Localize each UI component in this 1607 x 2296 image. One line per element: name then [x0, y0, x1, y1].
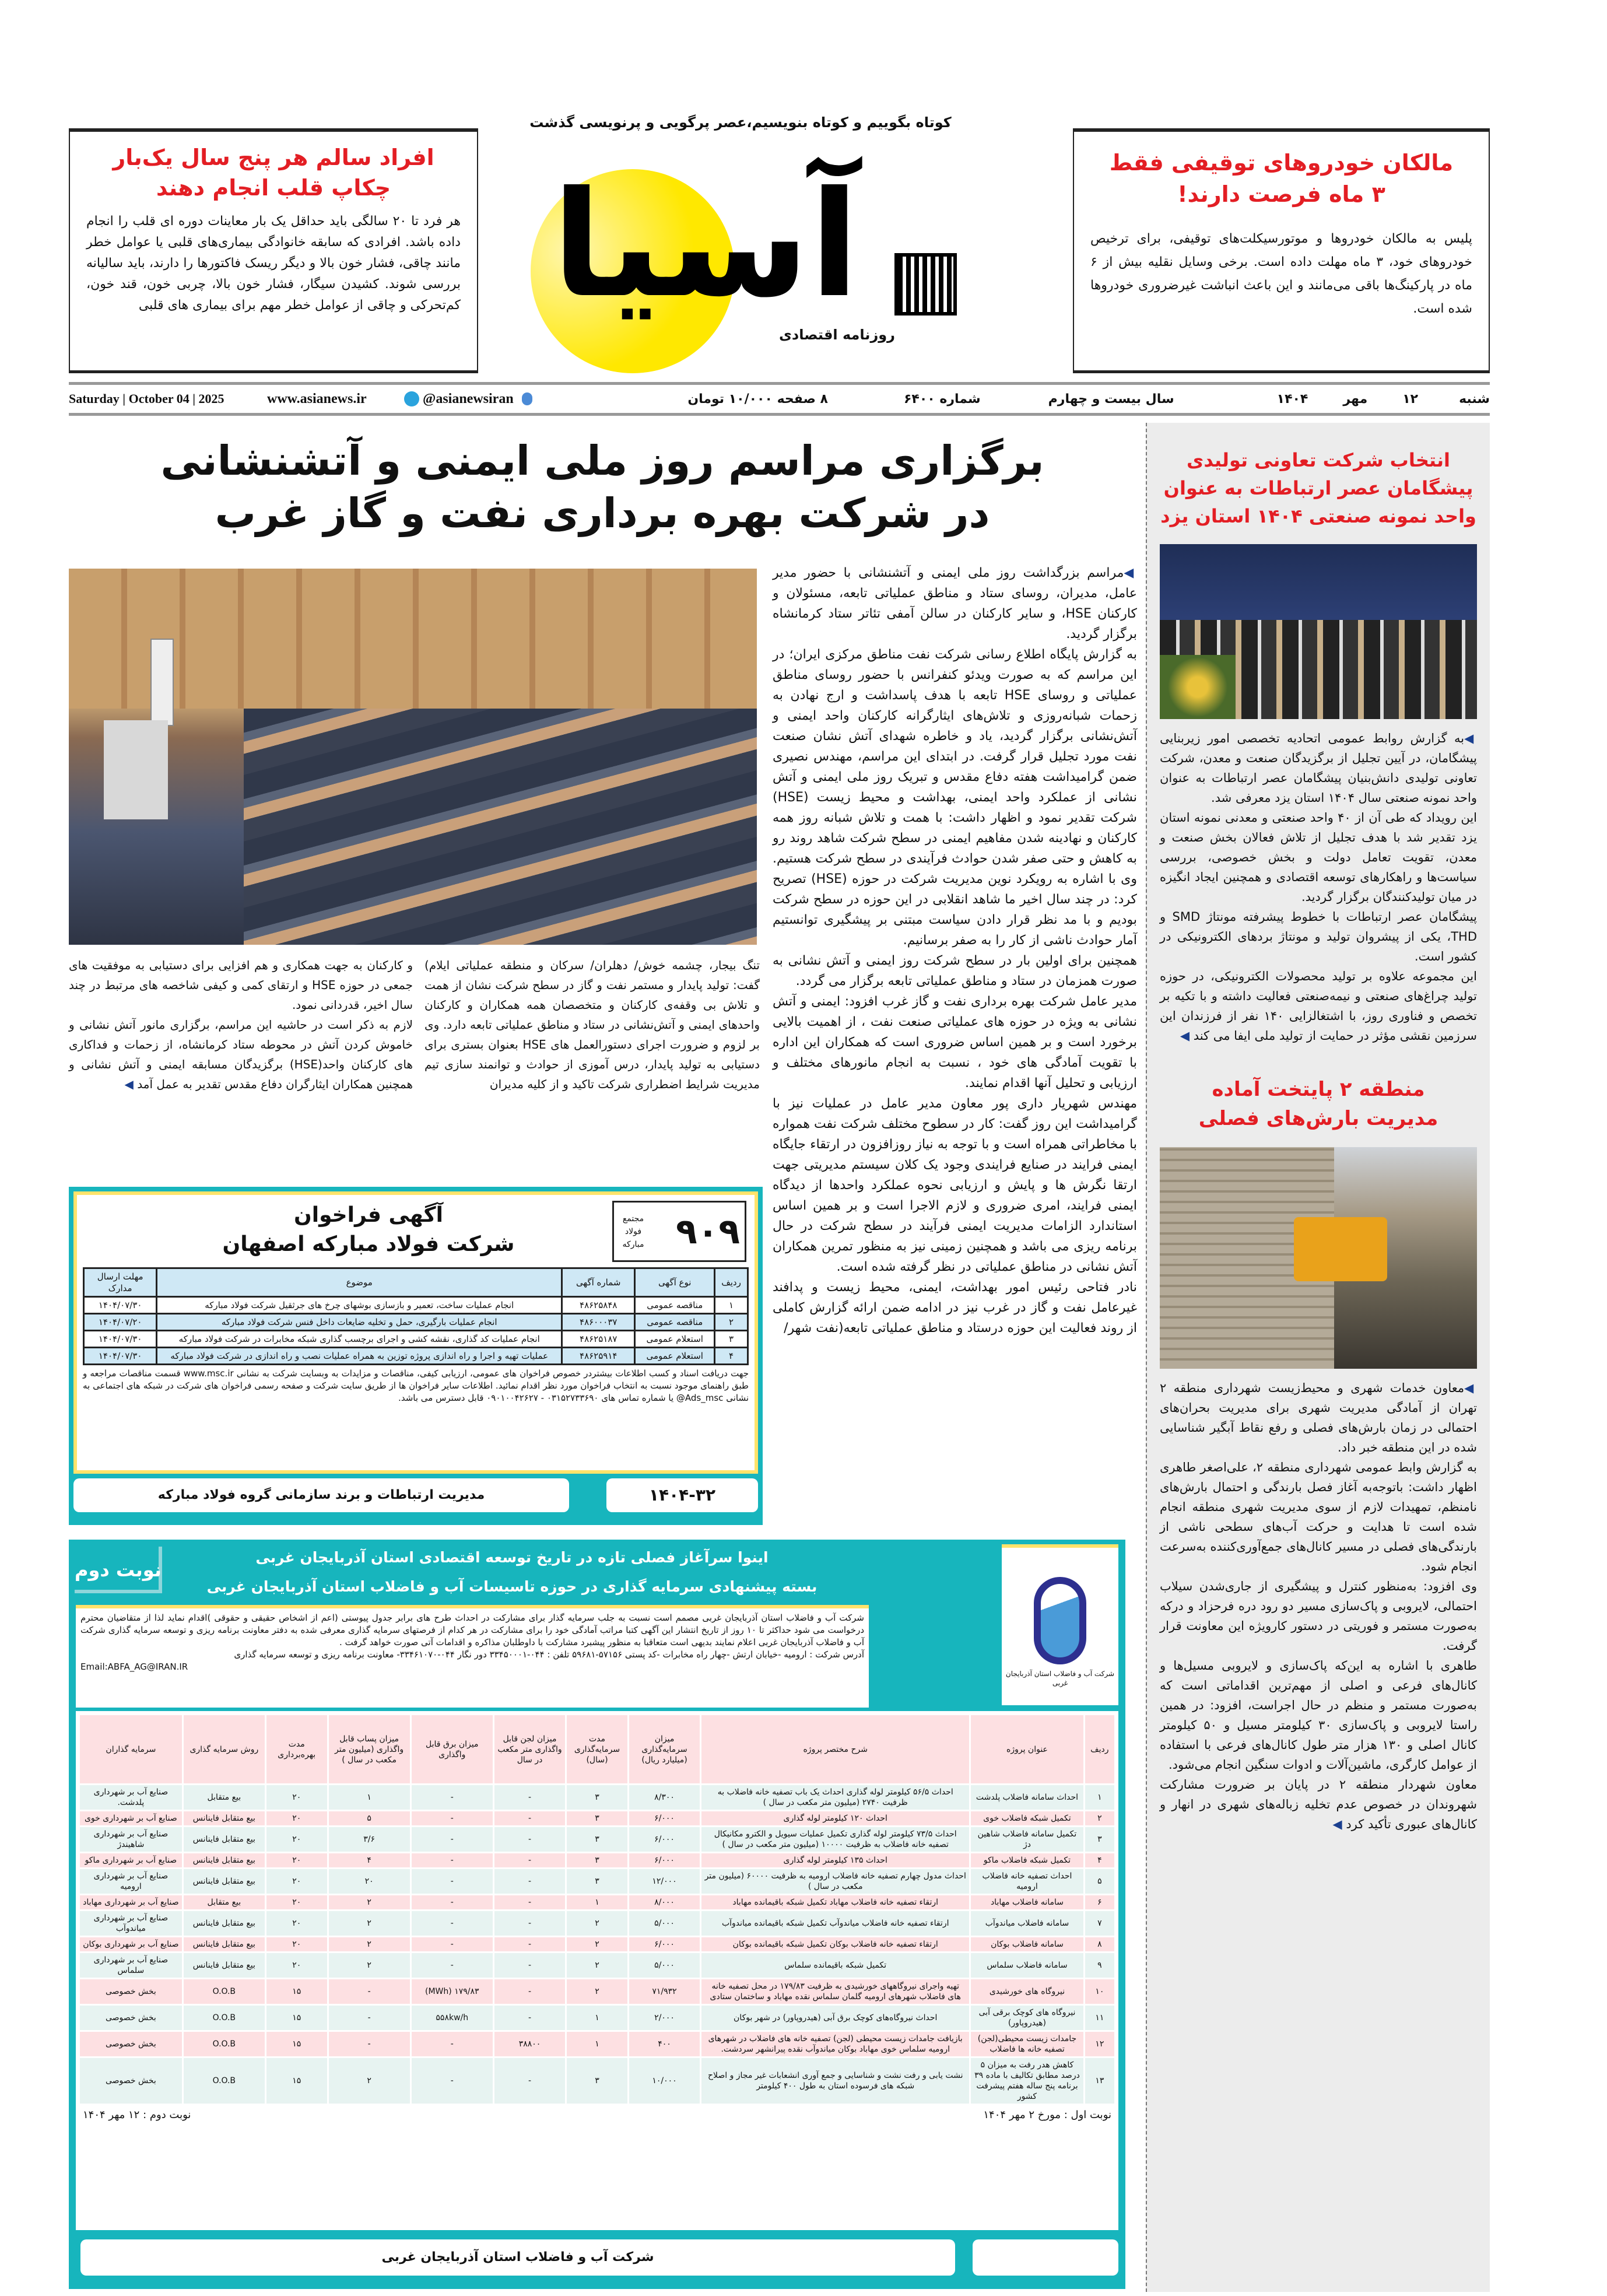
- msc-logo-mark: ۹۰۹: [676, 1211, 740, 1252]
- table-cell: ۲۰: [265, 1937, 328, 1953]
- table-cell: O.O.B: [183, 2005, 265, 2031]
- telegram-icon: [404, 391, 419, 406]
- table-cell: بخش خصوصی: [79, 2057, 183, 2105]
- table-cell: -: [328, 2031, 410, 2057]
- table-cell: ۷۱/۹۳۲: [628, 1979, 700, 2005]
- table-cell: -: [493, 1953, 566, 1979]
- bullet-arrow-icon: ◀: [1464, 731, 1477, 745]
- table-cell: جامدات زیست محیطی(لجن) تصفیه خانه ها فاضلاب: [970, 2031, 1084, 2057]
- table-cell: سامانه فاضلاب میاندوآب: [970, 1911, 1084, 1937]
- table-cell: -: [410, 1853, 493, 1869]
- abfa-address: آدرس شرکت : ارومیه -خیابان ارتش -چهار راه مخابرات -کد پستی ۵۷۱۵۶-۵۹۶۸۱ تلفن : ۰۴۴-۳۳۴۵۰۰۰۱ دور نگار ۰۴۴-۳۳۴۶۱۰۷۰- معاونت برنامه ریزی و توسعه سرمایه گذاری: [234, 1649, 864, 1660]
- sidebar-story2-body: ◀معاون خدمات شهری و محیط‌زیست شهرداری منطقه ۲ تهران از آمادگی مدیریت شهری برای مدیریت بحران‌های احتمالی در زمان بارش‌های فصلی و رفع نقاط آبگیر شناسایی شده در این منطقه خبر داد. به گزارش وابط عمومی شهرداری منطقه ۲، علی‌اصغر طاهری اظهار داشت: باتوجه‌به آغاز فصل بارندگی و احتمال بارش‌های نامنظم، تمهیدات لازم از سوی مدیریت شهری منطقه انجام شده است تا هدایت و حرکت آب‌های سطحی ناشی از بارندگی‌های فصلی در مسیر کانال‌های جمع‌آوری‌کننده به‌سرعت انجام شود. وی افزود: به‌منظور کنترل و پیشگیری از جاری‌شدن سیلاب احتمالی، لایروبی و پاک‌سازی مسیر دو رود دره فرحزاد و درکه به‌صورت مستمر و فوریتی در دستور کارویژه این معاونت قرار گرفت. طاهری با اشاره به این‌که پاک‌سازی و لایروبی مسیل‌ها و کانال‌های فرعی و اصلی از مهم‌ترین اقداماتی است که به‌صورت مستمر و منظم در حال اجراست، افزود: در همین راستا لایروبی و پاک‌سازی ۳۰ کیلومتر مسیل و ۵۰ کیلومتر کانال اصلی و ۱۳۰ هزار متر طول کانال‌های فرعی با استفاده از عوامل کارگری، ماشین‌آلات و ادوات سنگین انجام می‌شود. معاون شهردار منطقه ۲ در پایان بر ضرورت مشارکت شهروندان در خصوص عدم تخلیه زباله‌های شهری در انهار و کانال‌های عبوری تأکید کرد ◀: [1160, 1381, 1478, 1831]
- table-row: [79, 2005, 1115, 2031]
- table-cell: صنایع آب بر شهرداری میاندوآب: [79, 1911, 183, 1937]
- table-cell: ۹: [1084, 1953, 1115, 1979]
- msc-ad-footer: مدیریت ارتباطات و برند سازمانی گروه فولاد مبارکه: [73, 1478, 569, 1512]
- left-teaser[interactable]: [69, 128, 478, 373]
- publication-year: سال بیست و چهارم: [1048, 391, 1174, 406]
- table-cell: ۱: [715, 1297, 748, 1314]
- table-cell: تکمیل شبکه باقیمانده سلماس: [701, 1953, 970, 1979]
- table-cell: ۱: [566, 2005, 629, 2031]
- table-cell: ۴۸۶۲۵۱۸۷: [562, 1331, 635, 1348]
- table-cell: ۵: [1084, 1869, 1115, 1895]
- table-cell: صنایع آب بر شهرداری شاهیندژ: [79, 1827, 183, 1853]
- table-cell: مناقصه عمومی: [635, 1314, 715, 1331]
- abfa-subtitle: بسته پیشنهادی سرمایه گذاری در حوزه تاسیسات آب و فاضلاب استان آذربایجان غربی: [206, 1578, 817, 1595]
- table-cell: احداث ۱۲۰ کیلومتر لوله گذاری: [701, 1811, 970, 1827]
- table-cell: ۷: [1084, 1911, 1115, 1937]
- table-cell: احداث مدول چهارم تصفیه خانه فاضلاب ارومیه به ظرفیت ۶۰۰۰۰ (میلیون متر مکعب در سال ): [701, 1869, 970, 1895]
- table-header-row: [79, 1715, 1115, 1785]
- table-cell: -: [493, 1911, 566, 1937]
- table-cell: ۵: [328, 1811, 410, 1827]
- logo-text: آسیا: [552, 160, 859, 329]
- table-cell: ۱۴۰۴/۰۷/۳۰: [84, 1348, 157, 1365]
- second-notice-date: نوبت دوم : ۱۲ مهر ۱۴۰۴: [83, 2109, 191, 2121]
- abfa-badge: نوبت دوم: [75, 1547, 162, 1593]
- table-cell: -: [410, 2057, 493, 2105]
- info-bar: [69, 382, 1490, 416]
- table-cell: ۴۸۶۲۵۹۱۴: [562, 1348, 635, 1365]
- table-row: [79, 1853, 1115, 1869]
- table-cell: ۱۴۰۴/۰۷/۲۰: [84, 1314, 157, 1331]
- table-cell: ۲۰: [265, 1953, 328, 1979]
- table-cell: ۲۰: [265, 1811, 328, 1827]
- month: مهر: [1343, 391, 1368, 406]
- website-link[interactable]: www.asianews.ir: [267, 391, 367, 406]
- column-header: نوع آگهی: [635, 1268, 715, 1297]
- table-cell: ۴: [1084, 1853, 1115, 1869]
- table-cell: نیروگاه های کوچک برقی آبی (هیدروپاور): [970, 2005, 1084, 2031]
- column-header: شماره آگهی: [562, 1268, 635, 1297]
- table-cell: ۱۰/۰۰۰: [628, 2057, 700, 2105]
- table-cell: احداث ۵۶/۵ کیلومتر لوله گذاری احداث یک باب تصفیه خانه فاضلاب به ظرفیت ۲۷۴۰ (میلیون متر مکعب در سال ): [701, 1785, 970, 1811]
- logo: [525, 140, 968, 379]
- table-cell: -: [493, 1827, 566, 1853]
- table-cell: -: [410, 1811, 493, 1827]
- column-header: شرح مختصر پروژه: [701, 1715, 970, 1785]
- table-cell: ۲: [715, 1314, 748, 1331]
- msc-logo: [612, 1201, 746, 1262]
- table-cell: ۱: [566, 1895, 629, 1911]
- table-cell: ۳: [715, 1331, 748, 1348]
- table-cell: -: [493, 1937, 566, 1953]
- table-cell: ۱۰: [1084, 1979, 1115, 2005]
- msc-ad-title: آگهی فراخوان: [294, 1203, 443, 1227]
- table-row: [79, 1911, 1115, 1937]
- table-cell: صنایع آب بر شهرداری مهاباد: [79, 1895, 183, 1911]
- table-cell: -: [493, 1869, 566, 1895]
- end-arrow-icon: ◀: [124, 1077, 134, 1091]
- day-number: ۱۲: [1402, 391, 1419, 406]
- main-headline: [69, 434, 1136, 539]
- table-cell: صنایع آب بر شهرداری پلدشت.: [79, 1785, 183, 1811]
- table-cell: ۲: [566, 1979, 629, 2005]
- main-article-col-left: و کارکنان به جهت همکاری و هم افزایی برای دستیابی به موفقیت های جمعی در حوزه HSE و ارتقای کمی و کیفی شاخصه های مرتبط در چند سال اخیر، قدردانی نمود. لازم به ذکر است در حاشیه این مراسم، برگزاری مانور آتش نشانی و خاموش کردن آتش در محوطه ستاد کرمانشاه، از زحمات و فداکاری های کارکنان واحد(HSE) برگزیدگان مسابقه ایمنی و آتش نشانی و همچنین همکاران ایثارگران دفاع مقدس تقدیر به عمل آمد ◀: [69, 958, 413, 1091]
- table-cell: ۱۵: [265, 1979, 328, 2005]
- column-header: مدت سرمایه‌گذاری (سال): [566, 1715, 629, 1785]
- table-cell: صنایع آب بر شهرداری ماکو: [79, 1853, 183, 1869]
- table-cell: بیع متقابل فاینانس: [183, 1827, 265, 1853]
- table-cell: بیع متقابل فاینانس: [183, 1953, 265, 1979]
- table-row: [79, 1811, 1115, 1827]
- column-header: ردیف: [1084, 1715, 1115, 1785]
- table-cell: ۲۰: [265, 1895, 328, 1911]
- table-cell: ۲: [566, 1911, 629, 1937]
- main-article-col-mid: تنگ بیجار، چشمه خوش/ دهلران/ سرکان و منطقه عملیاتی ایلام) گفت: تولید پایدار و مستمر نفت و گاز در سطح شرکت نشان از همت و تلاش بی وقفه‌ی کارکنان و متخصصان همه همکاران و کارکنان واحدهای ایمنی و آتش‌نشانی در ستاد و مناطق عملیاتی تابعه دارد. وی بر لزوم و ضرورت اجرای دستورالعمل های HSE بعنوان بستری برای دستیابی به تولید پایدار، درس آموزی از حوادث و توانمند سازی تیم مدیریت شرایط اضطراری شرکت تاکید و از کلیه مدیران: [424, 958, 760, 1091]
- table-cell: ۱۴۰۴/۰۷/۳۰: [84, 1331, 157, 1348]
- qr-code-icon: [898, 257, 953, 312]
- table-cell: ۴۸۶۲۵۸۴۸: [562, 1297, 635, 1314]
- table-cell: بخش خصوصی: [79, 2005, 183, 2031]
- issue-number: شماره ۶۴۰۰: [903, 391, 981, 406]
- table-cell: ۲: [566, 1937, 629, 1953]
- price: ۸ صفحه ۱۰/۰۰۰ تومان: [687, 391, 828, 406]
- abfa-email[interactable]: Email:ABFA_AG@IRAN.IR: [80, 1661, 188, 1672]
- sidebar-story1-body: ◀به گزارش روابط عمومی اتحادیه تخصصی امور زیربنایی پیشگامان، در آیین تجلیل از برگزیدگان صنعت و معدن، شرکت تعاونی تولیدی دانش‌بنیان پیشگامان عصر ارتباطات به عنوان واحد نمونه صنعتی سال ۱۴۰۴ استان یزد معرفی شد. این رویداد که طی آن از ۴۰ واحد صنعتی و معدنی نمونه استان یزد تقدیر شد با هدف تجلیل از تلاش فعالان بخش صنعت و معدن، تقویت تعامل دولت و بخش خصوصی، بررسی سیاست‌ها و راهکارهای توسعه اقتصادی و همچنین ایجاد انگیزه در میان تولیدکنندگان برگزار گردید. پیشگامان عصر ارتباطات با خطوط پیشرفته مونتاژ SMD و THD، یکی از پیشروان تولید و مونتاژ بردهای الکترونیکی در کشور است. این مجموعه علاوه بر تولید محصولات الکترونیکی، در حوزه تولید چراغ‌های صنعتی و نیمه‌صنعتی فعالیت داشته و با تکیه بر تخصص و فناوری روز، با اشتغالزایی ۱۴۰ نفر از فرزندان این سرزمین نقشی مؤثر در حمایت از تولید ملی ایفا می کند ◀: [1160, 731, 1478, 1043]
- bullet-arrow-icon: ◀: [1464, 1381, 1477, 1395]
- right-teaser-body: پلیس به مالکان خودروها و موتورسیکلت‌های توقیفی، برای ترخیص خودروهای خود، ۳ ماه مهلت داده است. برخی وسایل نقلیه بیش از ۶ ماه در پارکینگ‌ها باقی می‌مانند و این باعث انباشت غیرضروری خودروها شده است.: [1090, 232, 1472, 316]
- column-header: میزان برق قابل واگذاری: [410, 1715, 493, 1785]
- table-cell: ۲۰: [265, 1853, 328, 1869]
- abfa-logo: [1002, 1544, 1118, 1705]
- table-cell: ۴: [715, 1348, 748, 1365]
- abfa-footer: شرکت آب و فاضلاب استان آذربایجان غربی: [80, 2239, 955, 2276]
- msc-tender-table: [83, 1267, 749, 1365]
- table-cell: بخش خصوصی: [79, 1979, 183, 2005]
- table-cell: احداث ۱۳۵ کیلومتر لوله گذاری: [701, 1853, 970, 1869]
- table-cell: -: [410, 1895, 493, 1911]
- canal-photo: [1160, 1147, 1477, 1369]
- table-cell: O.O.B: [183, 2057, 265, 2105]
- table-cell: احداث نیروگاه‌های کوچک برق آبی (هیدروپاور) در شهر بوکان: [701, 2005, 970, 2031]
- table-row: [79, 1785, 1115, 1811]
- column-header: میزان پساب قابل واگذاری (میلیون متر مکعب در سال ): [328, 1715, 410, 1785]
- table-row: [79, 1869, 1115, 1895]
- table-cell: -: [410, 1869, 493, 1895]
- table-cell: بیع متقابل فاینانس: [183, 1869, 265, 1895]
- table-cell: -: [493, 1895, 566, 1911]
- table-cell: ارتقاء تصفیه خانه فاضلاب مهاباد تکمیل شبکه باقیمانده مهاباد: [701, 1895, 970, 1911]
- main-headline-line2: در شرکت بهره برداری نفت و گاز غرب: [215, 489, 990, 537]
- msc-ad-note: جهت دریافت اسناد و کسب اطلاعات بیشتردر خصوص فراخوان های عمومی، ارزیابی کیفی، مناقصات و مزایدات به وبسایت شرکت به نشانی www.msc.ir قسمت مناقصات مراجعه و طبق راهنمای موجود نسبت به انتخاب فراخوان مورد نظر اقدام نمائید. اطلاعات سایر فراخوان ها از طریق سایت شرکت و صفحه رسمی فراخوان های شرکت در شبکه های اجتماعی به نشانی Ads_msc@ یا شماره تماس های ۰۳۱۵۲۷۳۳۶۹۰ - ۰۹۰۱۰۰۴۲۶۲۷ قابل دسترس می باشد.: [83, 1368, 749, 1403]
- abfa-title: اینوا سرآغاز فصلی تازه در تاریخ توسعه اقتصادی استان آذربایجان غربی: [255, 1549, 769, 1566]
- table-cell: صنایع آب بر شهرداری بوکان: [79, 1937, 183, 1953]
- table-cell: ۱: [566, 2031, 629, 2057]
- table-row: [79, 1979, 1115, 2005]
- table-cell: ۸: [1084, 1937, 1115, 1953]
- table-cell: ۲: [328, 1895, 410, 1911]
- table-cell: ۱۳: [1084, 2057, 1115, 2105]
- column-header: مدت بهره‌برداری: [265, 1715, 328, 1785]
- table-row: [84, 1314, 748, 1331]
- table-cell: بیع متقابل: [183, 1785, 265, 1811]
- column-header: میزان لجن قابل واگذاری متر مکعب در سال: [493, 1715, 566, 1785]
- table-cell: تکمیل سامانه فاضلاب شاهین دژ: [970, 1827, 1084, 1853]
- date-en: Saturday | October 04 | 2025: [69, 391, 224, 406]
- sidebar-story1-title[interactable]: انتخاب شرکت تعاونی تولیدی پیشگامان عصر ارتباطات به عنوان واحد نمونه صنعتی ۱۴۰۴ استان یزد: [1160, 449, 1476, 527]
- table-row: [84, 1297, 748, 1314]
- table-header-row: [84, 1268, 748, 1297]
- table-cell: ۲: [1084, 1811, 1115, 1827]
- table-cell: بیع متقابل فاینانس: [183, 1853, 265, 1869]
- table-row: [84, 1331, 748, 1348]
- table-row: [84, 1348, 748, 1365]
- msc-tender-ad[interactable]: [69, 1187, 763, 1525]
- table-cell: ۳: [566, 1853, 629, 1869]
- table-cell: ۲/۰۰۰: [628, 2005, 700, 2031]
- msc-ad-code: ۱۴۰۴-۳۲: [606, 1478, 758, 1512]
- table-cell: ۶/۰۰۰: [628, 1811, 700, 1827]
- sidebar-story2-title[interactable]: منطقه ۲ پایتخت آماده مدیریت بارش‌های فصلی: [1198, 1078, 1438, 1130]
- table-cell: ارتقاء تصفیه خانه فاضلاب بوکان تکمیل شبکه باقیمانده بوکان: [701, 1937, 970, 1953]
- table-cell: ۱۵: [265, 2031, 328, 2057]
- table-cell: ۶/۰۰۰: [628, 1853, 700, 1869]
- table-cell: -: [493, 1979, 566, 2005]
- table-cell: ارتقاء تصفیه خانه فاضلاب میاندوآب تکمیل شبکه باقیمانده میاندوآب: [701, 1911, 970, 1937]
- table-cell: استعلام عمومی: [635, 1348, 715, 1365]
- table-cell: ۳: [566, 1827, 629, 1853]
- table-row: [79, 1827, 1115, 1853]
- table-cell: ۲۰: [265, 1911, 328, 1937]
- column-header: میزان سرمایه‌گذاری (میلیارد ریال): [628, 1715, 700, 1785]
- column-header: روش سرمایه گذاری: [183, 1715, 265, 1785]
- table-cell: ۳: [1084, 1827, 1115, 1853]
- logo-subtitle: روزنامه اقتصادی: [778, 327, 895, 343]
- table-cell: بیع متقابل: [183, 1895, 265, 1911]
- table-cell: سامانه فاضلاب مهاباد: [970, 1895, 1084, 1911]
- table-cell: ۵۵۸kw/h: [410, 2005, 493, 2031]
- table-cell: ۲: [328, 1937, 410, 1953]
- table-cell: ۵/۰۰۰: [628, 1911, 700, 1937]
- table-cell: -: [493, 1853, 566, 1869]
- bullet-arrow-icon: ◀: [1124, 566, 1138, 580]
- table-cell: صنایع آب بر شهرداری خوی: [79, 1811, 183, 1827]
- table-cell: مناقصه عمومی: [635, 1297, 715, 1314]
- sidebar: [1146, 423, 1490, 2292]
- table-cell: ۱: [1084, 1785, 1115, 1811]
- table-cell: ۱۵: [265, 2057, 328, 2105]
- water-drop-icon: [1034, 1577, 1086, 1664]
- table-cell: ۲۰: [265, 1869, 328, 1895]
- table-cell: تهیه واجرای نیروگاههای خورشیدی به ظرفیت ۱۷۹/۸۳ در محل تصفیه خانه های فاضلاب شهرهای ارومیه گلمان سلماس نقده مهاباد و ساختمان ستادی: [701, 1979, 970, 2005]
- table-cell: بازیافت جامدات زیست محیطی (لجن) تصفیه خانه های فاضلاب در شهرهای ارومیه سلماس خوی مهاباد بوکان میاندوآب نقده پیرانشهر سردشت.: [701, 2031, 970, 2057]
- table-cell: -: [410, 1953, 493, 1979]
- table-cell: ۱۵: [265, 2005, 328, 2031]
- column-header: عنوان پروژه: [970, 1715, 1084, 1785]
- table-cell: ۴۰۰: [628, 2031, 700, 2057]
- table-cell: ۶: [1084, 1895, 1115, 1911]
- table-cell: -: [493, 1785, 566, 1811]
- day-name: شنبه: [1459, 391, 1490, 406]
- table-row: [79, 1895, 1115, 1911]
- table-cell: ۶/۰۰۰: [628, 1937, 700, 1953]
- table-cell: ۳: [566, 2057, 629, 2105]
- table-cell: -: [410, 1827, 493, 1853]
- table-cell: صنایع آب بر شهرداری ارومیه: [79, 1869, 183, 1895]
- table-cell: ۳: [566, 1869, 629, 1895]
- table-cell: بیع متقابل فاینانس: [183, 1811, 265, 1827]
- left-teaser-title: افراد سالم هر پنج سال یک‌بار چکاپ قلب انجام دهند: [113, 145, 434, 201]
- abfa-investment-ad[interactable]: [69, 1540, 1125, 2289]
- table-cell: تکمیل شبکه فاضلاب خوی: [970, 1811, 1084, 1827]
- left-teaser-body: هر فرد تا ۲۰ سالگی باید حداقل یک بار معاینات دوره ای قلب را انجام داده باشد. افرادی که سابقه خانوادگی بیماری‌های قلبی یا عوامل خطر مانند چاقی، فشار خون بالا و دیگر ریسک فاکتورها را دارند، باید سالیانه بررسی شوند. کشیدن سیگار، فشار خون بالا، چربی خون، قند خون، کم‌تحرکی و چاقی از عوامل خطر مهم برای بیماری های قلبی: [86, 214, 461, 313]
- table-cell: -: [493, 1811, 566, 1827]
- verified-icon: [522, 392, 532, 405]
- msc-logo-text: مجتمع فولاد مبارکه: [622, 1214, 644, 1249]
- table-cell: ۲۰: [328, 1869, 410, 1895]
- table-cell: ۳۸۸۰۰: [493, 2031, 566, 2057]
- table-row: [79, 1953, 1115, 1979]
- table-cell: -: [410, 1785, 493, 1811]
- table-cell: -: [410, 2031, 493, 2057]
- table-cell: ۴: [328, 1853, 410, 1869]
- right-teaser-title: مالکان خودروهای توقیفی فقط ۳ ماه فرصت دارند!: [1109, 150, 1454, 207]
- table-cell: ۵/۰۰۰: [628, 1953, 700, 1979]
- table-cell: ۱: [328, 1785, 410, 1811]
- column-header: موضوع: [157, 1268, 562, 1297]
- table-cell: انجام عملیات کد گذاری، نقشه کشی و اجرای برچسب گذاری شبکه مخابرات در شرکت فولاد مبارکه: [157, 1331, 562, 1348]
- table-cell: ۴۸۶۰۰۰۳۷: [562, 1314, 635, 1331]
- table-cell: ۳/۶: [328, 1827, 410, 1853]
- table-cell: ۲: [566, 1953, 629, 1979]
- table-cell: انجام عملیات ساخت، تعمیر و بازسازی بوشهای چرخ های جرثقیل شرکت فولاد مبارکه: [157, 1297, 562, 1314]
- award-photo: [1160, 544, 1477, 719]
- column-header: مهلت ارسال مدارک: [84, 1268, 157, 1297]
- table-cell: ۸/۳۰۰: [628, 1785, 700, 1811]
- table-cell: O.O.B: [183, 2031, 265, 2057]
- table-cell: صنایع آب بر شهرداری سلماس: [79, 1953, 183, 1979]
- table-cell: نیروگاه های خورشیدی: [970, 1979, 1084, 2005]
- table-cell: تکمیل شبکه فاضلاب ماکو: [970, 1853, 1084, 1869]
- table-cell: ۲۰: [265, 1785, 328, 1811]
- table-cell: -: [493, 2057, 566, 2105]
- table-row: [79, 2031, 1115, 2057]
- table-cell: کاهش هدر رفت به میزان ۵ درصد مطابق تکالیف با ماده ۳۹ برنامه پنج ساله هفتم پیشرفت کشور: [970, 2057, 1084, 2105]
- table-cell: ۲: [328, 2057, 410, 2105]
- table-cell: ۱۴۰۴/۰۷/۳۰: [84, 1297, 157, 1314]
- table-cell: ۱۲/۰۰۰: [628, 1869, 700, 1895]
- column-header: سرمایه گذاران: [79, 1715, 183, 1785]
- table-cell: ۲: [328, 1953, 410, 1979]
- table-cell: بیع متقابل فاینانس: [183, 1911, 265, 1937]
- table-cell: بخش خصوصی: [79, 2031, 183, 2057]
- slogan: کوتاه بگوییم و کوتاه بنویسیم،عصر پرگویی و پرنویسی گذشت: [529, 114, 952, 131]
- table-cell: -: [328, 1979, 410, 2005]
- ceremony-photo: [69, 569, 757, 945]
- column-header: ردیف: [715, 1268, 748, 1297]
- table-cell: ۲: [328, 1911, 410, 1937]
- table-cell: ۶/۰۰۰: [628, 1827, 700, 1853]
- social-handle[interactable]: @asianewsiran: [423, 391, 514, 406]
- table-cell: سامانه فاضلاب بوکان: [970, 1937, 1084, 1953]
- end-arrow-icon: ◀: [1332, 1817, 1342, 1831]
- table-row: [79, 1937, 1115, 1953]
- table-cell: ۱۲: [1084, 2031, 1115, 2057]
- table-cell: احداث تصفیه خانه فاضلاب ارومیه: [970, 1869, 1084, 1895]
- table-cell: ۱۷۹/۸۳ (MWh): [410, 1979, 493, 2005]
- table-cell: ۱۱: [1084, 2005, 1115, 2031]
- table-cell: ۳: [566, 1811, 629, 1827]
- end-arrow-icon: ◀: [1180, 1029, 1190, 1043]
- main-article-col-right: ◀مراسم بزرگداشت روز ملی ایمنی و آتشنشانی با حضور مدیر عامل، مدیران، روسای ستاد و مناطق عملیاتی تابعه، مسئولان و کارکنان HSE، و سایر کارکنان در سالن آمفی تئاتر ستاد کرمانشاه برگزار گردید. به گزارش پایگاه اطلاع رسانی شرکت نفت مناطق مرکزی ایران؛ در این مراسم که به صورت ویدئو کنفرانس با حضور روسای مناطق عملیاتی و روسای HSE تابعه با هدف پاسداشت و ارج نهادن به زحمات شبانه‌روزی و تلاش‌های ایثارگرانه کارکنان واحد ایمنی و آتش‌نشانی برگزار گردید، یاد و خاطره شهدای آتش نشان صنعت نفت مورد تجلیل قرار گرفت. در ابتدای این مراسم، مهندس نصیری ضمن گرامیداشت هفته دفاع مقدس و تبریک روز ملی ایمنی و آتش نشانی از عملکرد واحد ایمنی، بهداشت و محیط زیست (HSE) شرکت تقدیر نمود و اظهار داشت: با همت و تلاش شبانه روز همه کارکنان و نهادینه شدن مفاهیم ایمنی در سطح شرکت شاهد روند رو به کاهش و حتی صفر شدن حوادث فرآیندی در سطح شرکت هستیم. وی با اشاره به رویکرد نوین مدیریت شرکت در حوزه (HSE) تصریح کرد: در چند سال اخیر ما شاهد انقلابی در این حوزه در سطح شرکت بودیم و با مد نظر قرار دادن سیاست مبتنی بر پیشگیری توانستیم آمار حوادث ناشی از کار را به صفر برسانیم. همچنین برای اولین بار در سطح شرکت روز ایمنی و آتش نشانی به صورت همزمان در ستاد و مناطق عملیاتی تابعه برگزار می گردد. مدیر عامل شرکت بهره برداری نفت و گاز غرب افزود: ایمنی و آتش نشانی به ویژه در حوزه های عملیاتی صنعت نفت ، از اهمیت بالایی برخورد است و بر همین اساس ضروری است که همکاران این اداره با تقویت آمادگی های خود ، نسبت به انجام مانورهای مختلف و ارزیابی و تحلیل آنها اقدام نمایند. مهندس شهریار داری پور معاون مدیر عامل در عملیات نیز با گرامیداشت این روز گفت: کار در سطوح مختلف شرکت نفت همواره با مخاطراتی همراه است و با توجه به نیاز روزافزون در ارتقاء جایگاه ایمنی فرایند در صنایع فرایندی وجود یک کلان سیستم مدیریتی جهت ارتقا نگرش ها و پایش و ارزیابی نحوه عملکرد واحدها از دیدگاه ایمنی فرایند، امری ضروری و لازم الاجرا است و بر همین اساس استاندارد الزامات مدیریت ایمنی فرآیند در سطح شرکت در حال برنامه ریزی می باشد و همچنین زمینی نیز به منظور تمرین همکاران آتش نشانی در مناطق عملیاتی در نظر گرفته شده است. نادر فتاحی رئیس امور بهداشت، ایمنی، محیط زیست و پدافند غیرعامل نفت و گاز در غرب نیز در ادامه ضمن ارائه گزارش کاملی از روند فعالیت این حوزه درستاد و مناطق عملیاتی تابعه(نفت شهر/: [773, 566, 1138, 1335]
- table-cell: ۳: [566, 1785, 629, 1811]
- table-cell: ۲۰: [265, 1827, 328, 1853]
- table-cell: احداث سامانه فاضلاب پلدشت: [970, 1785, 1084, 1811]
- abfa-header: [174, 1543, 850, 1604]
- msc-ad-company: شرکت فولاد مبارکه اصفهان: [222, 1232, 515, 1256]
- main-headline-line1: برگزاری مراسم روز ملی ایمنی و آتشنشانی: [160, 437, 1044, 485]
- table-cell: O.O.B: [183, 1979, 265, 2005]
- table-cell: ۸/۰۰۰: [628, 1895, 700, 1911]
- table-cell: -: [493, 2005, 566, 2031]
- table-cell: انجام عملیات بارگیری، حمل و تخلیه ضایعات داخل فنس شرکت فولاد مبارکه: [157, 1314, 562, 1331]
- abfa-intro: شرکت آب و فاضلاب استان آذربایجان غربی مصمم است نسبت به جلب سرمایه گذار برای مشارکت در احداث طرح های برابر جدول پیوستی (اعم از اشخاص حقیقی و حقوقی )اقدام نماید لذا از متقاضیان محترم درخواست می شود حداکثر تا ۱۰ روز از تاریخ انتشار این آگهی کتبا مراتب آمادگی خود را برای مشارکت در هر کدام از فرصتهای سرمایه گذاری معرفی شده به دفتر معاونت برنامه ریزی و توسعه سرمایه گذاری شرکت آب و فاضلاب آذربایجان غربی اعلام نمایند بدیهی است متعاقبا به منظور پیشبرد مشارکت با داوطلبان مذاکره و اقدامات آتی صورت خواهد گرفت .: [80, 1613, 864, 1647]
- table-cell: احداث ۷۳/۵ کیلومتر لوله گذاری تکمیل عملیات سیویل و الکترو مکانیکال تصفیه خانه فاضلاب به ظرفیت ۱۰۰۰۰ (میلیون متر مکعب در سال ): [701, 1827, 970, 1853]
- first-notice-date: نوبت اول : مورخ ۲ مهر ۱۴۰۴: [983, 2109, 1111, 2121]
- table-cell: نشت یابی و رفت نشت و شناسایی و جمع آوری انشعابات غیر مجاز و اصلاح شبکه های فرسوده استان به طول ۴۰۰ کیلومتر: [701, 2057, 970, 2105]
- table-cell: عملیات تهیه و اجرا و راه اندازی پروژه توزین به همراه عملیات نصب و راه اندازی در شرکت فولاد مبارکه: [157, 1348, 562, 1365]
- table-cell: بیع متقابل فاینانس: [183, 1937, 265, 1953]
- abfa-projects-table: [78, 1713, 1116, 2105]
- table-cell: استعلام عمومی: [635, 1331, 715, 1348]
- abfa-logo-caption: شرکت آب و فاضلاب استان آذربایجان غربی: [1005, 1670, 1115, 1687]
- table-cell: -: [410, 1937, 493, 1953]
- table-cell: سامانه فاضلاب سلماس: [970, 1953, 1084, 1979]
- table-cell: -: [410, 1911, 493, 1937]
- table-row: [79, 2057, 1115, 2105]
- table-cell: -: [328, 2005, 410, 2031]
- right-teaser[interactable]: [1073, 128, 1490, 373]
- excavator: [1294, 1217, 1387, 1281]
- year-number: ۱۴۰۴: [1276, 391, 1308, 406]
